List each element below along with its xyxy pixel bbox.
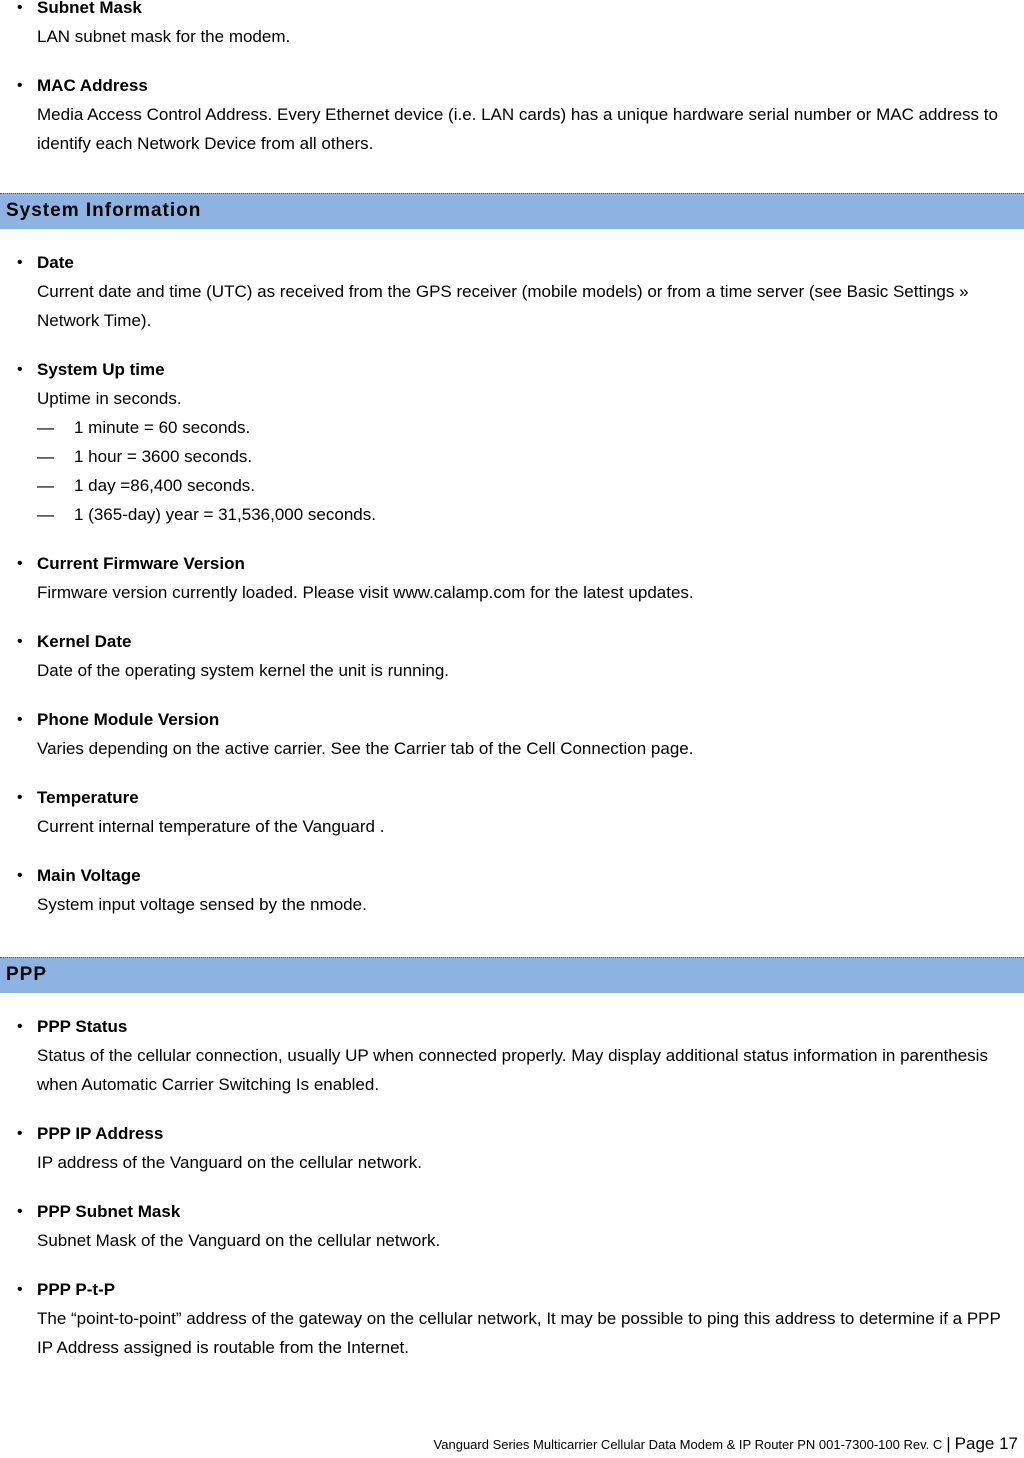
section-title: System Information [6,200,202,221]
dash-icon: — [37,447,54,466]
bullet-icon: • [17,867,23,884]
item-desc: Current date and time (UTC) as received from the GPS receiver (mobile models) or from a time server (see Basic Settings » Network Time). [37,282,969,330]
section-title: PPP [6,964,48,985]
list-item [0,549,1024,607]
item-term: Date [37,253,74,272]
sub-list-item [37,442,1024,471]
list-item [0,1012,1024,1099]
item-term: Temperature [37,788,139,807]
item-desc: Date of the operating system kernel the unit is running. [37,661,450,680]
bullet-icon: • [17,555,23,572]
list-item [0,0,1024,51]
list-item [0,705,1024,763]
bullet-icon: • [17,254,23,271]
list-item [0,627,1024,685]
item-desc: IP address of the Vanguard on the cellular network. [37,1153,422,1172]
item-term: PPP Status [37,1017,128,1036]
dash-icon: — [37,476,54,495]
page-number: Page 17 [954,1434,1018,1453]
bullet-icon: • [17,711,23,728]
bullet-icon: • [17,0,23,16]
list-item [0,71,1024,158]
bullet-icon: • [17,77,23,94]
item-term: Current Firmware Version [37,554,245,573]
bullet-icon: • [17,1125,23,1142]
item-desc: LAN subnet mask for the modem. [37,27,291,46]
list-item [0,861,1024,919]
sub-list-item [37,500,1024,529]
item-term: Main Voltage [37,866,141,885]
item-desc: Uptime in seconds. [37,389,182,408]
list-item [0,1275,1024,1362]
item-term: PPP P-t-P [37,1280,116,1299]
item-desc: Status of the cellular connection, usually UP when connected properly. May display additional status information in parenthesis when Automatic Carrier Switching Is enabled. [37,1046,988,1094]
sub-list-item [37,413,1024,442]
top-section [0,0,1024,158]
item-desc: System input voltage sensed by the nmode. [37,895,367,914]
item-term: System Up time [37,360,165,379]
bullet-icon: • [17,633,23,650]
item-desc: Current internal temperature of the Vanguard . [37,817,385,836]
dash-icon: — [37,418,54,437]
sub-item-text: 1 day =86,400 seconds. [74,476,255,495]
bullet-icon: • [17,789,23,806]
item-term: Subnet Mask [37,0,142,17]
item-desc: Media Access Control Address. Every Ethernet device (i.e. LAN cards) has a unique hardware serial number or MAC address to identify each Network Device from all others. [37,105,998,153]
section-header-system [0,193,1024,229]
item-term: MAC Address [37,76,148,95]
list-item [0,1197,1024,1255]
sub-item-text: 1 hour = 3600 seconds. [74,447,253,466]
ppp-section [0,1012,1024,1362]
bullet-icon: • [17,1018,23,1035]
section-header-ppp [0,957,1024,993]
page-footer [434,1434,1018,1454]
footer-text: Vanguard Series Multicarrier Cellular Data Modem & IP Router PN 001-7300-100 Rev. C [433,1437,943,1452]
sub-item-text: 1 minute = 60 seconds. [74,418,251,437]
list-item [0,355,1024,529]
sub-item-text: 1 (365-day) year = 31,536,000 seconds. [74,505,376,524]
footer-separator: | [946,1434,951,1453]
sub-list-item [37,471,1024,500]
item-desc: Firmware version currently loaded. Please visit www.calamp.com for the latest updates. [37,583,694,602]
system-section [0,248,1024,919]
item-term: Kernel Date [37,632,132,651]
item-term: Phone Module Version [37,710,220,729]
dash-icon: — [37,505,54,524]
item-desc: Varies depending on the active carrier. See the Carrier tab of the Cell Connection page. [37,739,694,758]
item-term: PPP IP Address [37,1124,164,1143]
list-item [0,783,1024,841]
list-item [0,248,1024,335]
item-desc: Subnet Mask of the Vanguard on the cellular network. [37,1231,441,1250]
item-term: PPP Subnet Mask [37,1202,181,1221]
item-desc: The “point-to-point” address of the gateway on the cellular network, It may be possible to ping this address to determine if a PPP IP Address assigned is routable from the Internet. [37,1309,1001,1357]
bullet-icon: • [17,1203,23,1220]
bullet-icon: • [17,361,23,378]
list-item [0,1119,1024,1177]
bullet-icon: • [17,1281,23,1298]
